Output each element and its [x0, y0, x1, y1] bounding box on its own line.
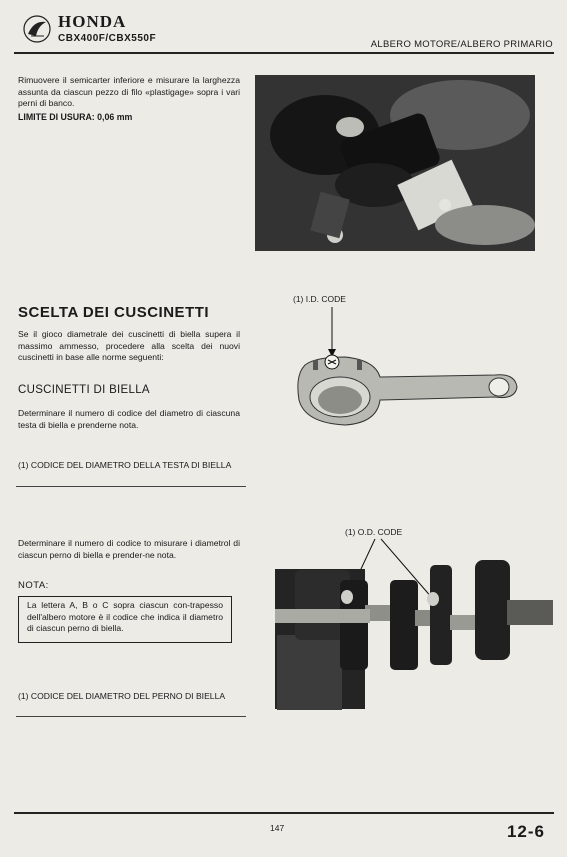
footer-rule [14, 812, 554, 814]
crankshaft-photo [275, 535, 553, 715]
brand-name: HONDA [58, 12, 127, 31]
crank-caption: (1) O.D. CODE [345, 527, 403, 537]
model-codes: CBX400F/CBX550F [58, 33, 157, 44]
legend-divider-2 [16, 716, 246, 717]
wear-limit: LIMITE DI USURA: 0,06 mm [18, 112, 133, 122]
connecting-rod-figure [285, 305, 525, 430]
honda-wing-logo [22, 14, 52, 44]
selection-text: Se il gioco diametrale dei cuscinetti di biella supera il massimo ammesso, procedere alla scelta dei nuovi cuscinetti in base alle norme seguenti: [18, 329, 240, 362]
step1-text: Determinare il numero di codice del diametro di ciascuna testa di biella e prenderne nota. [18, 408, 240, 430]
legend-pin-code: (1) CODICE DEL DIAMETRO DEL PERNO DI BIELLA [18, 691, 226, 701]
note-box [18, 596, 232, 643]
chapter-page: 12-6 [506, 822, 545, 841]
note-label: NOTA: [18, 580, 49, 591]
section-title: ALBERO MOTORE/ALBERO PRIMARIO [370, 39, 553, 50]
legend-rod-code: (1) CODICE DEL DIAMETRO DELLA TESTA DI BIELLA [18, 460, 232, 470]
step2-text: Determinare il numero di codice to misurare i diametrol di ciascun perno di biella e prender-ne nota. [18, 538, 240, 560]
header-rule [14, 52, 554, 54]
plastigage-photo [255, 75, 535, 251]
rod-caption: (1) I.D. CODE [293, 294, 346, 304]
note-text: La lettera A, B o C sopra ciascun con-trapesso dell'albero motore è il codice che indica il diametro di ciascun perno di biella. [27, 600, 223, 633]
section-heading: SCELTA DEI CUSCINETTI [18, 304, 210, 321]
page-number: 147 [270, 823, 285, 833]
legend-divider [16, 486, 246, 487]
intro-text: Rimuovere il semicarter inferiore e misurare la larghezza assunta da ciascun pezzo di filo «plastigage» sopra i vari perni di banco. [18, 75, 240, 108]
subheading: CUSCINETTI DI BIELLA [18, 384, 150, 396]
